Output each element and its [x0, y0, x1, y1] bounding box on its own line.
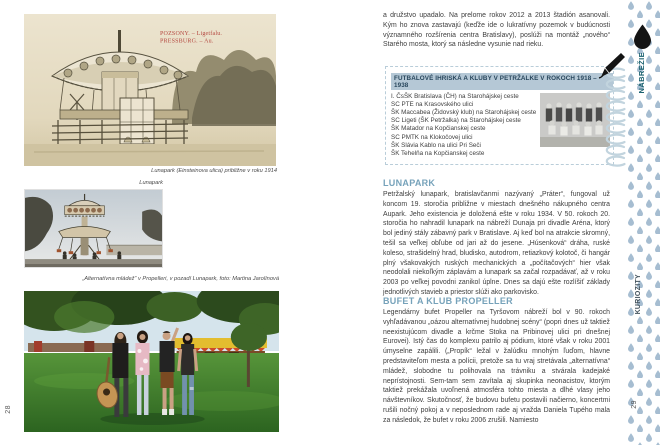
- propeller-paragraph: Legendárny bufet Propeller na Tyršovom nábreží bol v 90. rokoch vyhľadávanou „oázou alternatívnej hudobnej scény“ (popri dnes už taktiež neexistujúcom divadle a krčme Stoka na Pribinovej ulici pri dnešnej Eurovei). Istý čas do komplexu patrilo aj pódium, ktoré však v roku 2001 úmyselne zapálili. („Propík“ ležal v žalúdku mnohým ľuďom, hlavne predstaviteľom mesta a polícii, pretože sa tu vraj stretávala „alternatívna“ mládež, slobodne tu polihovala na trávniku a stvárala kadejaké neprístojnosti. Sem-tam sem zavítala aj skupinka neonacistov, ktorým taktiež prekážala uvoľnená atmosféra tohto miesta a dlhé vlasy jeho návštevníkov. Skutočnosť, že budovu bufetu postavili načierno, koncertmi rušili nočný pokoj a v neposlednom rade aj vražda Daniela Tupého mala za následok, že bufet v roku 2006 zrušili. Namiesto: [383, 309, 610, 424]
- intro-paragraph: a družstvo upadalo. Na prelome rokov 2012 a 2013 štadión asanovali. Kým ho znova zastavajú (keďže ide o lukratívny pozemok v budúcnosti významného rozšírenia centra Bratislavy), poslúži na montáž „nového“ Starého mosta, ktorý sa následne vysunie nad rieku.: [383, 12, 610, 49]
- club-list-item: ŠK Tehelňa na Kopčianskej ceste: [391, 149, 485, 157]
- club-list-item: ŠK Matador na Kopčianskej ceste: [391, 125, 486, 133]
- club-list-item: SC PMTK na Klokočovej ulici: [391, 133, 473, 141]
- chapter-label-kuriozity: KURIOZITY: [635, 274, 642, 315]
- football-clubs-box: [385, 66, 614, 165]
- lunapark-paragraph: Petržalský lunapark, bratislavčanmi nazývaný „Práter“, fungoval už koncom 19. storočia približne v miestach dnešného nákupného centra Aupark. Jeho existencia je doložená ešte v roku 1934. V 50. rokoch 20. storočia ho nahradil lunapark na nábreží Dunaja pri divadle Aréna, ktorý bol jediný stály zábavný park v Bratislave. Aj keď bol na atrakcie skromný, tešil sa veľkej obľube od jari až do jesene. „Húsenková“ dráha, ruské koleso, strašidelný hrad, bludisko, autodrom, retiazkový kolotoč, či hangár plný všakovakých ruských mechanických a „počítačových“ hier však neodolali niekoľkým záplavám a lunapark sa začal rozpadávať, až v roku 2003 po veľkej povodni zanikol úplne. Dnes sa dajú ešte rozlíšiť základy jednotlivých stavieb a priestor slúži ako parkovisko.: [383, 191, 610, 296]
- section-heading-propeller: BUFET A KLUB PROPELLER: [383, 296, 513, 306]
- club-list-item: ŠK Maccabea (Židovský klub) na Starohájskej ceste: [391, 108, 537, 116]
- group-photo-caption: „Alternatívna mládež“ v Propelleri, v pozadí Lunapark, foto: Martina Jarolínová: [82, 276, 279, 282]
- postcard-caption: Lunapark (Einsteinova ulica) približne v roku 1914: [151, 168, 277, 174]
- right-page-number: 29: [631, 400, 638, 409]
- carousel-photo-caption: Lunapark: [139, 180, 163, 186]
- chapter-label-nabrezie: NÁBREŽIE: [637, 52, 646, 94]
- club-list-item: SC PTE na Krasovského ulici: [391, 100, 474, 108]
- pen-icon: [597, 50, 627, 80]
- water-drop-icon: [633, 24, 652, 50]
- section-heading-lunapark: LUNAPARK: [383, 178, 436, 188]
- football-box-title: FUTBALOVÉ IHRISKÁ A KLUBY V PETRŽALKE V ROKOCH 1918 – 1938: [391, 73, 613, 90]
- club-list-item: I. ČsŠK Bratislava (ČH) na Starohájskej ceste: [391, 92, 519, 100]
- postcard-overlay-line1: POZSONY. – Ligetfalu.: [160, 31, 223, 37]
- left-page-number: 28: [5, 405, 12, 414]
- club-list-item: ŠK Slávia Kablo na ulici Pri Seči: [391, 141, 481, 149]
- club-list-item: SC Ligeti (ŠK Petržalka) na Starohájskej ceste: [391, 117, 521, 125]
- postcard-overlay-line2: PRESSBURG. – Au.: [160, 38, 214, 45]
- football-club-list: [391, 93, 544, 159]
